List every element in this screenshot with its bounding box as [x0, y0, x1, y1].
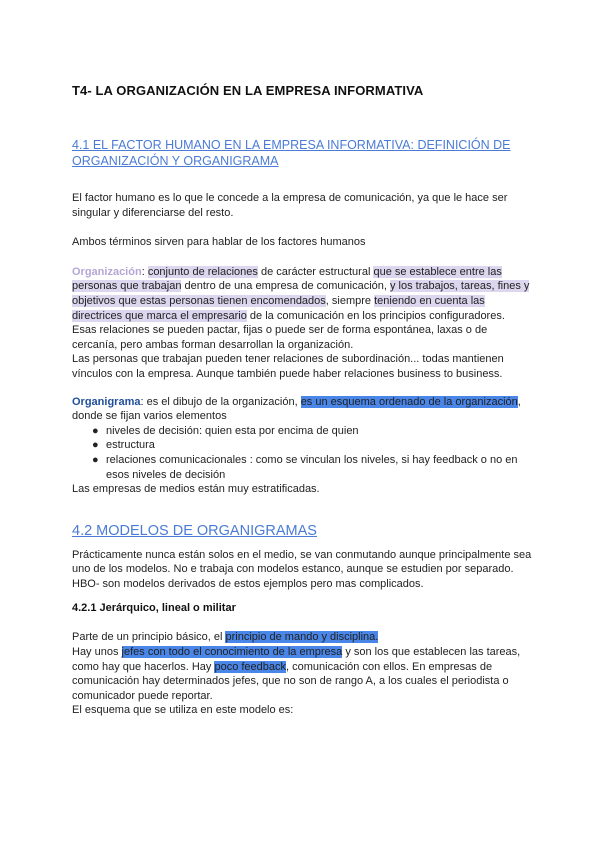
highlight-esquema: es un esquema ordenado de la organización — [300, 395, 518, 408]
highlight-trabajos: y los trabajos, tareas, fines y objetivos que estas personas tienen encomendados — [72, 280, 530, 307]
highlight-personas: que se establece entre las personas que trabajan — [72, 265, 502, 293]
section-4-1-heading: 4.1 EL FACTOR HUMANO EN LA EMPRESA INFORMATIVA: DEFINICIÓN DE ORGANIZACIÓN Y ORGANIGRAMA — [72, 138, 511, 168]
organigrama-definition: Organigrama: es el dibujo de la organización, es un esquema ordenado de la organización, donde se fijan varios elementos — [72, 395, 521, 423]
highlight-jefes: jefes con todo el conocimiento de la empresa — [121, 646, 343, 659]
document-title: T4- LA ORGANIZACIÓN EN LA EMPRESA INFORMATIVA — [72, 83, 424, 98]
organigrama-term: Organigrama — [72, 395, 141, 408]
subordinacion-paragraph: Las personas que trabajan pueden tener relaciones de subordinación... todas mantienen vínculos con la empresa. Aunque también puede haber relaciones business to business. — [72, 353, 504, 380]
highlight-conjunto: conjunto de relaciones — [147, 265, 258, 278]
highlight-feedback: poco feedback — [214, 660, 287, 673]
ambos-terminos-paragraph: Ambos términos sirven para hablar de los factores humanos — [72, 236, 366, 249]
section-4-2-1-heading: 4.2.1 Jerárquico, lineal o militar — [72, 602, 236, 615]
esquema-paragraph: El esquema que se utiliza en este modelo es: — [72, 704, 294, 717]
organizacion-definition: Organización: conjunto de relaciones de carácter estructural que se establece entre las personas que trabajan dentro de una empresa de comunicación, y los trabajos, tareas, fines y objetivos que estas personas tienen encomendados, siempre teniendo en cuenta las directrices que marca el empresario de la comunicación en los principios configuradores. — [72, 265, 530, 322]
section-4-2-heading: 4.2 MODELOS DE ORGANIGRAMAS — [72, 522, 317, 539]
conmutando-paragraph: Prácticamente nunca están solos en el medio, se van conmutando aunque principalmente sea uno de los modelos. No e trabaja con modelos estanco, aunque se estudien por separado. — [72, 548, 532, 576]
hbo-paragraph: HBO- son modelos derivados de estos ejemplos pero mas complicados. — [72, 577, 424, 590]
highlight-directrices: teniendo en cuenta las directrices que marca el empresario — [72, 294, 485, 322]
organigrama-elements-list — [72, 424, 532, 482]
jefes-paragraph: Hay unos jefes con todo el conocimiento de la empresa y son los que establecen las tareas, como hay que hacerlos. Hay poco feedback, comunicación con ellos. En empresas de comunicación hay determinados jefes, que no son de rango A, a los cuales el periodista o comunicador puede reportar. — [72, 646, 521, 702]
factor-humano-paragraph: El factor humano es lo que le concede a la empresa de comunicación, ya que le hace ser singular y diferenciarse del resto. — [72, 192, 508, 219]
principio-paragraph: Parte de un principio básico, el principio de mando y disciplina. — [72, 631, 379, 644]
list-item: ● niveles de decisión: quien esta por encima de quien — [92, 424, 359, 437]
list-item: ● estructura — [92, 439, 155, 452]
organizacion-term: Organización — [72, 265, 142, 278]
document-content — [72, 82, 532, 718]
bullet-icon: ● — [92, 453, 99, 466]
list-item: ● relaciones comunicacionales : como se vinculan los niveles, si hay feedback o no en esos niveles de decisión — [92, 453, 518, 481]
relaciones-pactar-paragraph: Esas relaciones se pueden pactar, fijas o puede ser de forma espontánea, laxas o de cercanía, pero ambas forman desarrollan la organización. — [72, 324, 488, 351]
highlight-principio: principio de mando y disciplina. — [225, 631, 379, 644]
bullet-icon: ● — [92, 424, 99, 437]
estratificadas-paragraph: Las empresas de medios están muy estratificadas. — [72, 483, 320, 496]
bullet-icon: ● — [92, 439, 99, 452]
